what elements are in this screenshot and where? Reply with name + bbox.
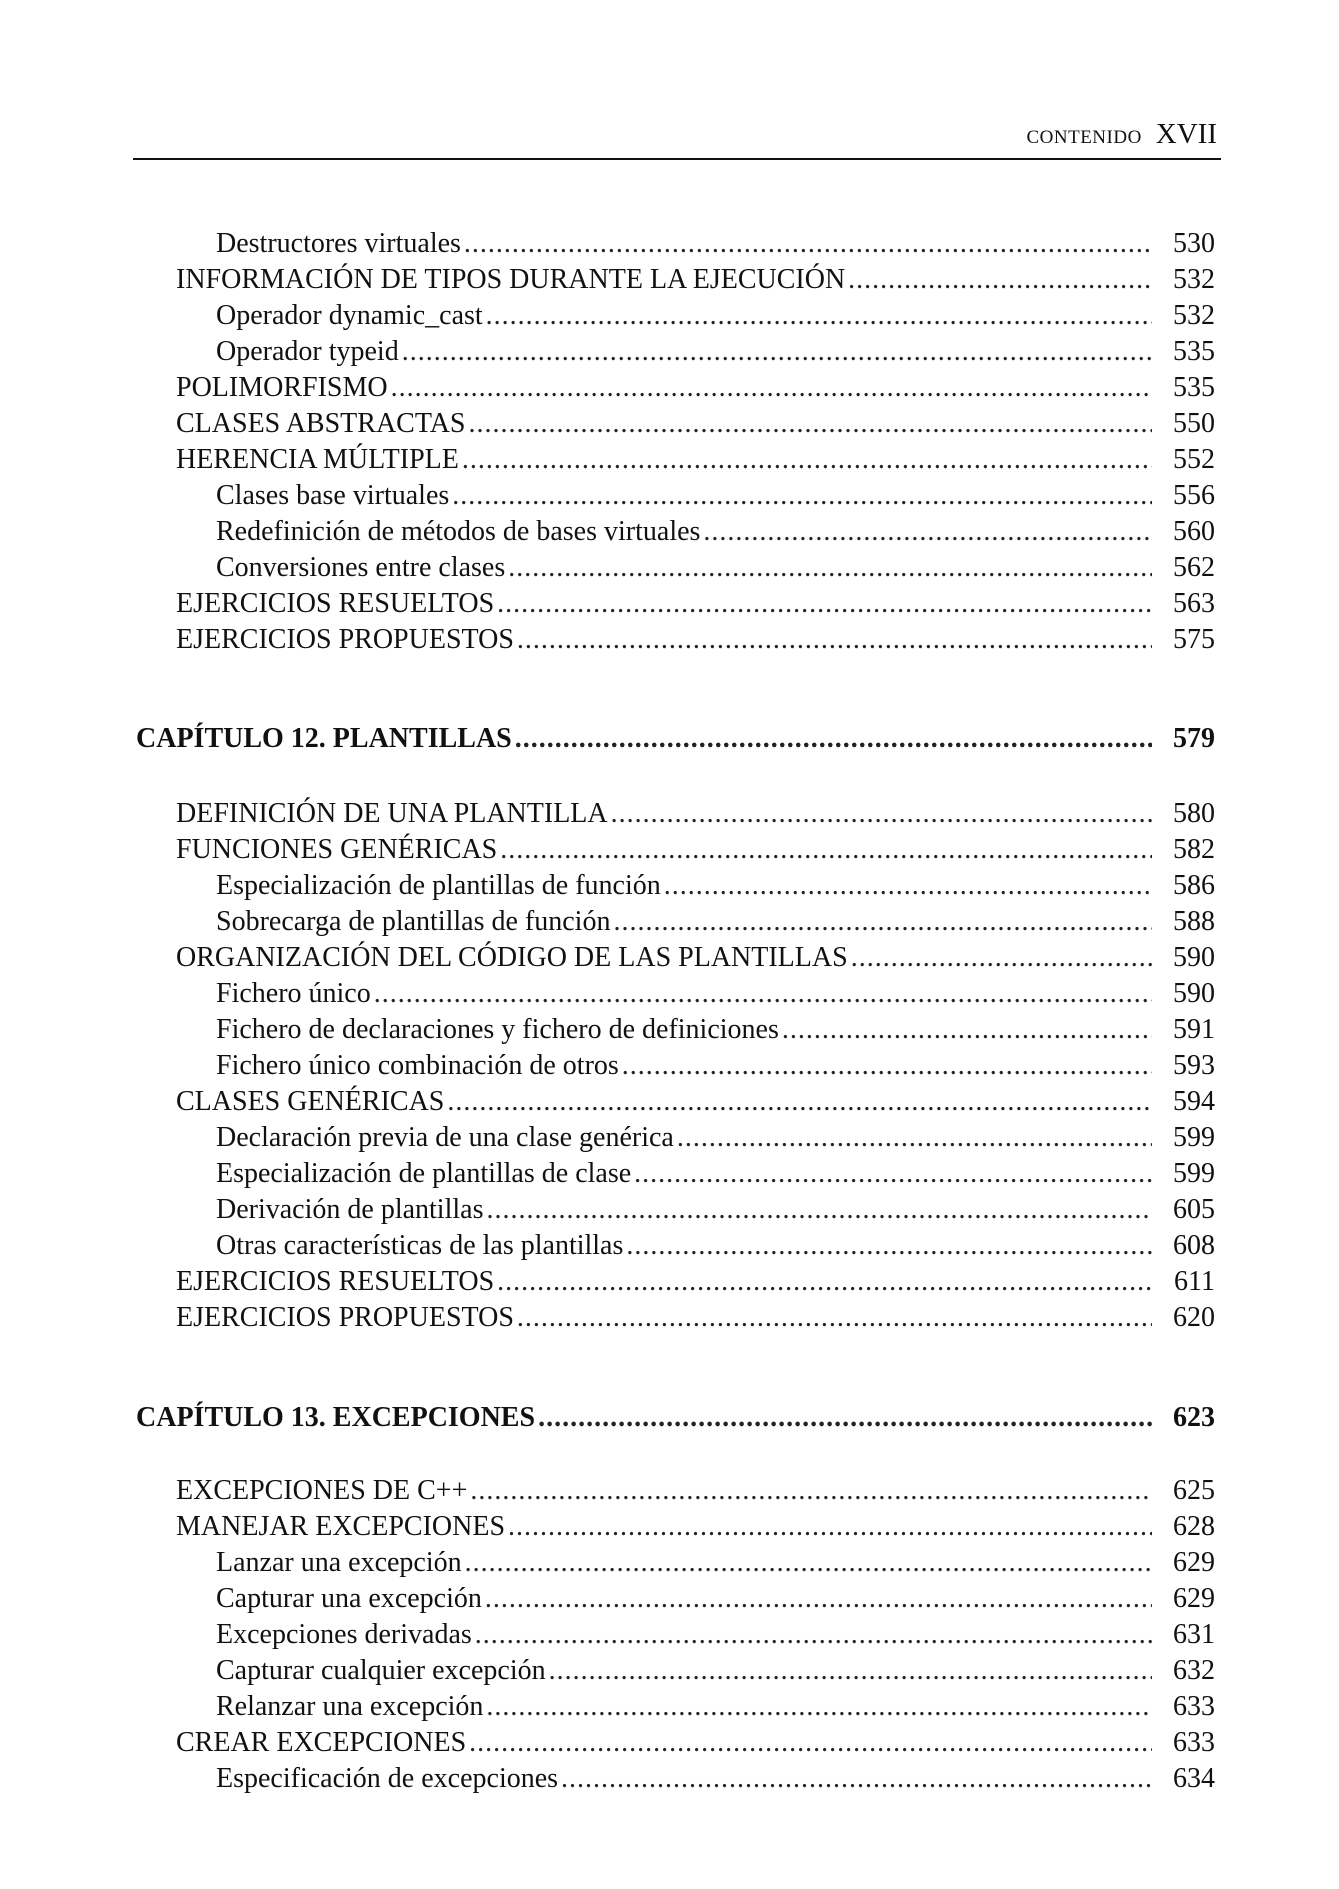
- dot-leader: [611, 798, 1152, 830]
- dot-leader: [634, 1158, 1152, 1190]
- toc-entry-page-number: 631: [1173, 1619, 1215, 1650]
- header-label: CONTENIDO: [1026, 127, 1142, 148]
- dot-leader: [447, 1086, 1152, 1118]
- dot-leader: [465, 1547, 1152, 1579]
- toc-section-entry: [176, 624, 1215, 660]
- running-header-text: [1026, 118, 1217, 151]
- toc-section-entry: [176, 588, 1215, 624]
- toc-entry-page-number: 535: [1173, 372, 1215, 403]
- toc-section-entry: [176, 1475, 1215, 1511]
- toc-entry-page-number: 634: [1173, 1763, 1215, 1794]
- toc-subsection-entry: [216, 1158, 1215, 1194]
- toc-entry-page-number: 588: [1173, 906, 1215, 937]
- toc-section-entry: [176, 798, 1215, 834]
- dot-leader: [402, 336, 1152, 368]
- toc-entry-page-number: 611: [1174, 1266, 1215, 1297]
- toc-section-entry: [176, 1727, 1215, 1763]
- toc-subsection-entry: [216, 1194, 1215, 1230]
- toc-entry-title: Redefinición de métodos de bases virtuales: [216, 516, 701, 547]
- toc-subsection-entry: [216, 228, 1215, 264]
- dot-leader: [703, 516, 1152, 548]
- dot-leader: [549, 1655, 1152, 1687]
- dot-leader: [475, 1619, 1152, 1651]
- toc-entry-title: CAPÍTULO 13. EXCEPCIONES: [136, 1402, 536, 1433]
- toc-subsection-entry: [216, 1122, 1215, 1158]
- toc-subsection-entry: [216, 870, 1215, 906]
- toc-section-entry: [176, 1511, 1215, 1547]
- toc-entry-page-number: 629: [1173, 1583, 1215, 1614]
- toc-subsection-entry: [216, 1547, 1215, 1583]
- dot-leader: [469, 1727, 1152, 1759]
- toc-section-entry: [176, 264, 1215, 300]
- toc-entry-title: CAPÍTULO 12. PLANTILLAS: [136, 723, 512, 754]
- dot-leader: [848, 264, 1152, 296]
- toc-entry-title: CLASES GENÉRICAS: [176, 1086, 445, 1117]
- dot-leader: [613, 906, 1152, 938]
- toc-entry-page-number: 623: [1173, 1402, 1215, 1433]
- toc-entry-title: Destructores virtuales: [216, 228, 461, 259]
- toc-entry-title: Lanzar una excepción: [216, 1547, 462, 1578]
- dot-leader: [508, 1511, 1152, 1543]
- toc-chapter-entry: [136, 723, 1215, 759]
- dot-leader: [486, 1691, 1152, 1723]
- toc-entry-page-number: 552: [1173, 444, 1215, 475]
- toc-entry-page-number: 633: [1173, 1691, 1215, 1722]
- toc-entry-page-number: 591: [1173, 1014, 1215, 1045]
- dot-leader: [391, 372, 1152, 404]
- toc-subsection-entry: [216, 300, 1215, 336]
- toc-entry-page-number: 586: [1173, 870, 1215, 901]
- toc-entry-page-number: 560: [1173, 516, 1215, 547]
- toc-entry-page-number: 535: [1173, 336, 1215, 367]
- dot-leader: [517, 624, 1152, 656]
- toc-entry-page-number: 629: [1173, 1547, 1215, 1578]
- toc-entry-title: Especialización de plantillas de clase: [216, 1158, 632, 1189]
- toc-entry-title: Fichero único combinación de otros: [216, 1050, 619, 1081]
- toc-subsection-entry: [216, 480, 1215, 516]
- toc-entry-title: EJERCICIOS RESUELTOS: [176, 588, 495, 619]
- toc-subsection-entry: [216, 1763, 1215, 1799]
- toc-entry-title: Excepciones derivadas: [216, 1619, 472, 1650]
- dot-leader: [851, 942, 1152, 974]
- toc-subsection-entry: [216, 1050, 1215, 1086]
- toc-entry-title: Operador typeid: [216, 336, 399, 367]
- dot-leader: [677, 1122, 1152, 1154]
- toc-entry-page-number: 628: [1173, 1511, 1215, 1542]
- toc-entry-page-number: 633: [1173, 1727, 1215, 1758]
- dot-leader: [517, 1302, 1152, 1334]
- toc-entry-title: CLASES ABSTRACTAS: [176, 408, 466, 439]
- toc-section-entry: [176, 1266, 1215, 1302]
- toc-entry-title: Fichero único: [216, 978, 371, 1009]
- toc-entry-title: Conversiones entre clases: [216, 552, 506, 583]
- dot-leader: [508, 552, 1152, 584]
- dot-leader: [470, 1475, 1152, 1507]
- toc-entry-title: Declaración previa de una clase genérica: [216, 1122, 674, 1153]
- toc-section-entry: [176, 444, 1215, 480]
- toc-entry-page-number: 590: [1173, 942, 1215, 973]
- toc-section-entry: [176, 942, 1215, 978]
- dot-leader: [485, 1583, 1152, 1615]
- toc-entry-title: Capturar cualquier excepción: [216, 1655, 546, 1686]
- toc-entry-title: FUNCIONES GENÉRICAS: [176, 834, 498, 865]
- dot-leader: [452, 480, 1152, 512]
- toc-subsection-entry: [216, 552, 1215, 588]
- toc-entry-title: Operador dynamic_cast: [216, 300, 483, 331]
- toc-entry-page-number: 605: [1173, 1194, 1215, 1225]
- toc-section-entry: [176, 834, 1215, 870]
- toc-entry-title: ORGANIZACIÓN DEL CÓDIGO DE LAS PLANTILLAS: [176, 942, 848, 973]
- toc-entry-page-number: 620: [1173, 1302, 1215, 1333]
- toc-subsection-entry: [216, 1691, 1215, 1727]
- toc-subsection-entry: [216, 1230, 1215, 1266]
- toc-entry-page-number: 556: [1173, 480, 1215, 511]
- toc-entry-page-number: 632: [1173, 1655, 1215, 1686]
- toc-section-entry: [176, 1302, 1215, 1338]
- toc-subsection-entry: [216, 1583, 1215, 1619]
- toc-entry-page-number: 594: [1173, 1086, 1215, 1117]
- toc-entry-title: Derivación de plantillas: [216, 1194, 484, 1225]
- toc-entry-page-number: 590: [1173, 978, 1215, 1009]
- toc-entry-title: EJERCICIOS PROPUESTOS: [176, 1302, 514, 1333]
- toc-entry-title: DEFINICIÓN DE UNA PLANTILLA: [176, 798, 608, 829]
- toc-entry-page-number: 532: [1173, 264, 1215, 295]
- dot-leader: [486, 1194, 1152, 1226]
- toc-entry-page-number: 608: [1173, 1230, 1215, 1261]
- toc-entry-page-number: 579: [1173, 723, 1215, 754]
- dot-leader: [464, 228, 1152, 260]
- toc-section-entry: [176, 408, 1215, 444]
- toc-entry-title: Otras características de las plantillas: [216, 1230, 624, 1261]
- toc-entry-page-number: 550: [1173, 408, 1215, 439]
- toc-entry-title: Relanzar una excepción: [216, 1691, 484, 1722]
- toc-entry-title: Especialización de plantillas de función: [216, 870, 661, 901]
- toc-entry-title: Capturar una excepción: [216, 1583, 482, 1614]
- toc-entry-title: EJERCICIOS PROPUESTOS: [176, 624, 514, 655]
- dot-leader: [782, 1014, 1152, 1046]
- toc-entry-page-number: 599: [1173, 1158, 1215, 1189]
- dot-leader: [497, 1266, 1152, 1298]
- toc-entry-page-number: 582: [1173, 834, 1215, 865]
- toc-entry-page-number: 575: [1173, 624, 1215, 655]
- toc-subsection-entry: [216, 336, 1215, 372]
- toc-entry-title: EJERCICIOS RESUELTOS: [176, 1266, 495, 1297]
- dot-leader: [561, 1763, 1152, 1795]
- toc-subsection-entry: [216, 1014, 1215, 1050]
- toc-section-entry: [176, 372, 1215, 408]
- dot-leader: [462, 444, 1152, 476]
- dot-leader: [374, 978, 1152, 1010]
- dot-leader: [538, 1402, 1152, 1434]
- dot-leader: [469, 408, 1152, 440]
- toc-subsection-entry: [216, 1655, 1215, 1691]
- dot-leader: [497, 588, 1152, 620]
- toc-entry-title: Fichero de declaraciones y fichero de definiciones: [216, 1014, 779, 1045]
- running-header: [133, 118, 1221, 160]
- toc-entry-title: MANEJAR EXCEPCIONES: [176, 1511, 506, 1542]
- header-page-number: XVII: [1155, 118, 1217, 150]
- toc-entry-page-number: 599: [1173, 1122, 1215, 1153]
- toc-entry-page-number: 530: [1173, 228, 1215, 259]
- toc-section-entry: [176, 1086, 1215, 1122]
- dot-leader: [664, 870, 1152, 902]
- toc-entry-page-number: 532: [1173, 300, 1215, 331]
- toc-subsection-entry: [216, 516, 1215, 552]
- toc-entry-title: Sobrecarga de plantillas de función: [216, 906, 611, 937]
- toc-entry-title: EXCEPCIONES DE C++: [176, 1475, 468, 1506]
- dot-leader: [622, 1050, 1152, 1082]
- toc-entry-title: Especificación de excepciones: [216, 1763, 559, 1794]
- dot-leader: [486, 300, 1152, 332]
- toc-entry-title: POLIMORFISMO: [176, 372, 388, 403]
- toc-entry-page-number: 580: [1173, 798, 1215, 829]
- toc-entry-title: Clases base virtuales: [216, 480, 450, 511]
- toc-chapter-entry: [136, 1402, 1215, 1438]
- toc-subsection-entry: [216, 978, 1215, 1014]
- dot-leader: [626, 1230, 1152, 1262]
- toc-entry-page-number: 562: [1173, 552, 1215, 583]
- toc-entry-page-number: 563: [1173, 588, 1215, 619]
- toc-entry-page-number: 593: [1173, 1050, 1215, 1081]
- dot-leader: [500, 834, 1152, 866]
- toc-subsection-entry: [216, 906, 1215, 942]
- toc-entry-page-number: 625: [1173, 1475, 1215, 1506]
- dot-leader: [515, 723, 1152, 755]
- toc-entry-title: CREAR EXCEPCIONES: [176, 1727, 467, 1758]
- toc-subsection-entry: [216, 1619, 1215, 1655]
- toc-entry-title: INFORMACIÓN DE TIPOS DURANTE LA EJECUCIÓN: [176, 264, 846, 295]
- toc-entry-title: HERENCIA MÚLTIPLE: [176, 444, 459, 475]
